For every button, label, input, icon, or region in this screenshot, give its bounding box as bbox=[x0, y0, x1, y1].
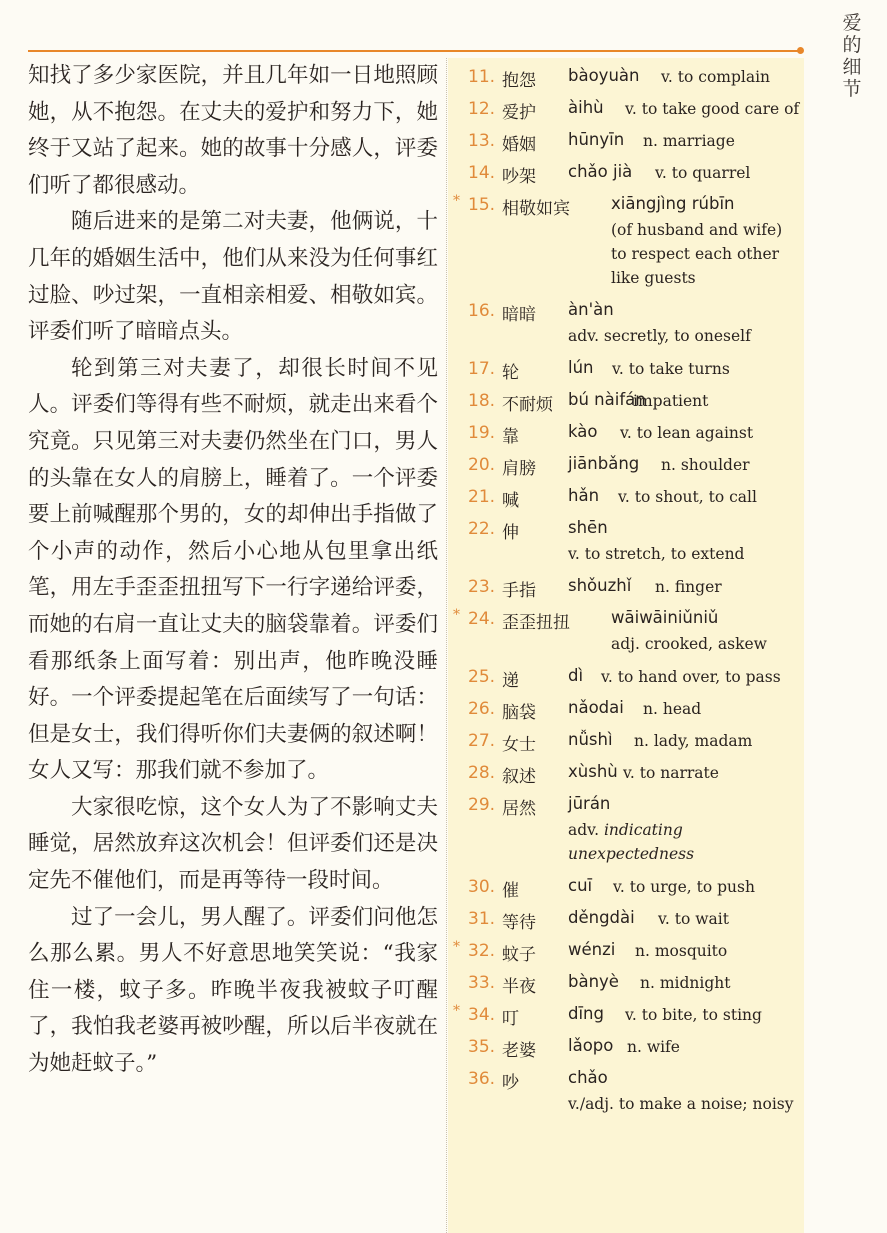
vocab-word: 轮 bbox=[502, 363, 519, 383]
vocab-definition bbox=[453, 632, 803, 662]
vocab-number: 22. bbox=[468, 519, 496, 539]
vocab-item bbox=[453, 1064, 803, 1122]
vocab-number: 26. bbox=[468, 699, 496, 719]
story-paragraph: 轮到第三对夫妻了，却很长时间不见人。评委们等得有些不耐烦，就走出来看个究竟。只见第三对夫妻仍然坐在门口，男人的头靠在女人的肩膀上，睡着了。一个评委要上前喊醒那个男的，女的却伸出手指做了个小声的动作，然后小心地从包里拿出纸笔，用左手歪歪扭扭写下一行字递给评委，而她的右肩一直让丈夫的脑袋靠着。评委们看那纸条上面写着：别出声，他昨晚没睡好。一个评委提起笔在后面续写了一句话：但是女士，我们得听你们夫妻俩的叙述啊！女人又写：那我们就不参加了。 bbox=[28, 355, 438, 784]
vocab-row bbox=[453, 158, 803, 190]
vocab-definition: v. to lean against bbox=[620, 424, 754, 442]
vocab-definition: n. wife bbox=[627, 1038, 680, 1056]
vocab-word: 靠 bbox=[502, 427, 519, 447]
story-paragraph: 知找了多少家医院，并且几年如一日地照顾她，从不抱怨。在丈夫的爱护和努力下，她终于又站了起来。她的故事十分感人，评委们听了都很感动。 bbox=[28, 63, 438, 198]
vocab-pinyin: lún bbox=[568, 358, 594, 377]
vocab-item bbox=[453, 158, 803, 190]
vocab-word: 递 bbox=[502, 671, 519, 691]
vocab-definition: v. to bite, to sting bbox=[625, 1006, 762, 1024]
key-word-marker: * bbox=[453, 1003, 460, 1019]
vocab-word: 不耐烦 bbox=[502, 395, 553, 415]
vocab-word: 手指 bbox=[502, 581, 536, 601]
vocab-definition: n. midnight bbox=[640, 974, 731, 992]
vocab-number: 34. bbox=[468, 1005, 496, 1025]
vocab-number: 30. bbox=[468, 877, 496, 897]
vocab-pinyin: xiāngjìng rúbīn bbox=[611, 194, 735, 213]
vocabulary-list bbox=[453, 62, 803, 1122]
vocab-pinyin: nǎodai bbox=[568, 698, 624, 717]
vocab-row bbox=[453, 726, 803, 758]
story-paragraph: 过了一会儿，男人醒了。评委们问他怎么那么累。男人不好意思地笑笑说：“我家住一楼，蚊子多。昨晚半夜我被蚊子叮醒了，我怕我老婆再被吵醒，所以后半夜就在为她赶蚊子。” bbox=[28, 904, 438, 1077]
vocab-definition-line: adv. indicating unexpectedness bbox=[568, 821, 695, 863]
vocab-definition: v. to hand over, to pass bbox=[601, 668, 781, 686]
vocab-word: 吵 bbox=[502, 1073, 519, 1093]
vocab-row bbox=[453, 790, 803, 822]
vocab-row bbox=[453, 1064, 803, 1096]
vocab-definition bbox=[453, 542, 803, 572]
vocab-item bbox=[453, 758, 803, 790]
vocab-pinyin: hǎn bbox=[568, 486, 600, 505]
story-paragraph: 大家很吃惊，这个女人为了不影响丈夫睡觉，居然放弃这次机会！但评委们还是决定先不催他们，而是再等待一段时间。 bbox=[28, 794, 438, 894]
vocab-word: 等待 bbox=[502, 913, 536, 933]
vocab-row bbox=[453, 514, 803, 546]
vocab-word: 爱护 bbox=[502, 103, 536, 123]
vocab-pinyin: kào bbox=[568, 422, 598, 441]
vocab-word: 歪歪扭扭 bbox=[502, 613, 570, 633]
vocab-word: 叮 bbox=[502, 1009, 519, 1029]
vocab-word: 相敬如宾 bbox=[502, 199, 570, 219]
vocab-definition-line: adv. secretly, to oneself bbox=[568, 327, 751, 345]
vocab-row bbox=[453, 968, 803, 1000]
vocab-row bbox=[453, 62, 803, 94]
vocab-item bbox=[453, 904, 803, 936]
vocab-number: 27. bbox=[468, 731, 496, 751]
vocab-item bbox=[453, 872, 803, 904]
vocab-item bbox=[453, 386, 803, 418]
vocab-number: 31. bbox=[468, 909, 496, 929]
vocab-number: 15. bbox=[468, 195, 496, 215]
vocab-pinyin: wénzi bbox=[568, 940, 616, 959]
vocab-definition: v. to complain bbox=[661, 68, 771, 86]
vocab-number: 32. bbox=[468, 941, 496, 961]
vocab-word: 肩膀 bbox=[502, 459, 536, 479]
vocab-pinyin: chǎo jià bbox=[568, 162, 633, 181]
vocab-row bbox=[453, 694, 803, 726]
vocab-definition: n. lady, madam bbox=[634, 732, 753, 750]
key-word-marker: * bbox=[453, 939, 460, 955]
vocab-number: 36. bbox=[468, 1069, 496, 1089]
vocab-definition-line: adj. crooked, askew bbox=[611, 635, 767, 653]
vocab-pinyin: lǎopo bbox=[568, 1036, 614, 1055]
vocab-word: 吵架 bbox=[502, 167, 536, 187]
vocab-number: 25. bbox=[468, 667, 496, 687]
vocab-definition: v. to take turns bbox=[612, 360, 730, 378]
vocab-number: 17. bbox=[468, 359, 496, 379]
vocab-pinyin: dì bbox=[568, 666, 584, 685]
vocab-word: 女士 bbox=[502, 735, 536, 755]
vocab-row bbox=[453, 450, 803, 482]
vocab-item bbox=[453, 1032, 803, 1064]
vocab-item bbox=[453, 694, 803, 726]
vocab-item bbox=[453, 604, 803, 662]
story-text bbox=[28, 58, 438, 1083]
vocab-item bbox=[453, 418, 803, 450]
vocab-pinyin: jūrán bbox=[568, 794, 611, 813]
vocab-number: 12. bbox=[468, 99, 496, 119]
vocab-row bbox=[453, 872, 803, 904]
vocab-row bbox=[453, 94, 803, 126]
vocab-item bbox=[453, 296, 803, 354]
vocab-number: 16. bbox=[468, 301, 496, 321]
vocab-number: 13. bbox=[468, 131, 496, 151]
vocab-number: 28. bbox=[468, 763, 496, 783]
vocab-definition: v. to narrate bbox=[623, 764, 719, 782]
vocab-definition-line: like guests bbox=[611, 269, 696, 287]
vocab-item bbox=[453, 450, 803, 482]
vocab-definition: n. mosquito bbox=[635, 942, 728, 960]
vocab-definition bbox=[453, 818, 803, 872]
vocab-number: 35. bbox=[468, 1037, 496, 1057]
chapter-title: 爱的细节 bbox=[842, 12, 862, 100]
vocab-pinyin: wāiwāiniǔniǔ bbox=[611, 608, 719, 627]
vocab-definition: n. head bbox=[643, 700, 702, 718]
key-word-marker: * bbox=[453, 193, 460, 209]
vocab-word: 伸 bbox=[502, 523, 519, 543]
vocab-row bbox=[453, 936, 803, 968]
vocab-pinyin: bànyè bbox=[568, 972, 619, 991]
vocab-definition-line: (of husband and wife) bbox=[611, 221, 783, 239]
vocab-word: 居然 bbox=[502, 799, 536, 819]
vocab-item bbox=[453, 726, 803, 758]
vocab-pinyin: shēn bbox=[568, 518, 608, 537]
vocab-definition: v. to quarrel bbox=[655, 164, 751, 182]
vocab-item bbox=[453, 354, 803, 386]
vocab-row bbox=[453, 758, 803, 790]
vocab-word: 催 bbox=[502, 881, 519, 901]
vocab-word: 老婆 bbox=[502, 1041, 536, 1061]
vocab-definition bbox=[453, 1092, 803, 1122]
vocab-row bbox=[453, 386, 803, 418]
vocab-item bbox=[453, 572, 803, 604]
vocab-number: 19. bbox=[468, 423, 496, 443]
vocab-item bbox=[453, 662, 803, 694]
vocab-definition-line: v./adj. to make a noise; noisy bbox=[568, 1095, 794, 1113]
vocab-definition: v. to wait bbox=[658, 910, 729, 928]
vocab-number: 21. bbox=[468, 487, 496, 507]
vocab-row bbox=[453, 904, 803, 936]
vocab-definition-line: v. to stretch, to extend bbox=[568, 545, 745, 563]
vocab-pinyin: bú nàifán bbox=[568, 390, 646, 409]
vocab-word: 婚姻 bbox=[502, 135, 536, 155]
vocab-pinyin: àihù bbox=[568, 98, 604, 117]
vocab-definition: v. to shout, to call bbox=[618, 488, 757, 506]
vocab-item bbox=[453, 62, 803, 94]
vocab-number: 29. bbox=[468, 795, 496, 815]
vocab-row bbox=[453, 418, 803, 450]
vocab-pinyin: cuī bbox=[568, 876, 593, 895]
vocab-definition: n. marriage bbox=[643, 132, 735, 150]
vocab-row bbox=[453, 662, 803, 694]
vocab-item bbox=[453, 936, 803, 968]
vocab-definition-line: to respect each other bbox=[611, 245, 780, 263]
vocab-number: 20. bbox=[468, 455, 496, 475]
vocab-pinyin: nǚshì bbox=[568, 730, 613, 749]
vocab-pinyin: àn'àn bbox=[568, 300, 614, 319]
vocab-row bbox=[453, 354, 803, 386]
vocab-row bbox=[453, 1000, 803, 1032]
vocab-item bbox=[453, 1000, 803, 1032]
vocab-row bbox=[453, 604, 803, 636]
vocab-word: 喊 bbox=[502, 491, 519, 511]
vocab-number: 23. bbox=[468, 577, 496, 597]
vocab-word: 暗暗 bbox=[502, 305, 536, 325]
vocab-word: 蚊子 bbox=[502, 945, 536, 965]
vocab-pinyin: děngdài bbox=[568, 908, 635, 927]
vocab-item bbox=[453, 968, 803, 1000]
vocab-row bbox=[453, 126, 803, 158]
vocab-pinyin: dīng bbox=[568, 1004, 604, 1023]
header-rule-dot bbox=[797, 47, 804, 54]
vocab-item bbox=[453, 790, 803, 872]
vocab-pinyin: hūnyīn bbox=[568, 130, 625, 149]
vocab-row bbox=[453, 482, 803, 514]
vocab-item bbox=[453, 94, 803, 126]
vocab-definition: impatient bbox=[633, 392, 709, 410]
vocab-item bbox=[453, 126, 803, 158]
vocab-word: 抱怨 bbox=[502, 71, 536, 91]
vocab-item bbox=[453, 190, 803, 296]
vocab-pinyin: bàoyuàn bbox=[568, 66, 640, 85]
vocab-definition bbox=[453, 324, 803, 354]
vocab-pinyin: jiānbǎng bbox=[568, 454, 640, 473]
vocab-row bbox=[453, 296, 803, 328]
vocab-definition: v. to urge, to push bbox=[613, 878, 755, 896]
vocab-definition: n. shoulder bbox=[661, 456, 750, 474]
vocab-pinyin: chǎo bbox=[568, 1068, 608, 1087]
vocab-row bbox=[453, 190, 803, 222]
vocab-pinyin: xùshù bbox=[568, 762, 618, 781]
column-divider bbox=[446, 58, 447, 1233]
vocab-item bbox=[453, 514, 803, 572]
vocab-number: 14. bbox=[468, 163, 496, 183]
vocab-pinyin: shǒuzhǐ bbox=[568, 576, 632, 595]
key-word-marker: * bbox=[453, 607, 460, 623]
vocab-number: 11. bbox=[468, 67, 496, 87]
vocab-number: 24. bbox=[468, 609, 496, 629]
vocab-definition: v. to take good care of bbox=[625, 100, 800, 118]
vocab-definition: n. finger bbox=[655, 578, 722, 596]
vocab-row bbox=[453, 572, 803, 604]
vocab-number: 33. bbox=[468, 973, 496, 993]
header-rule bbox=[28, 50, 800, 52]
vocab-definition bbox=[453, 218, 803, 296]
story-paragraph: 随后进来的是第二对夫妻，他俩说，十几年的婚姻生活中，他们从来没为任何事红过脸、吵过架，一直相亲相爱、相敬如宾。评委们听了暗暗点头。 bbox=[28, 209, 438, 345]
vocab-word: 叙述 bbox=[502, 767, 536, 787]
vocab-row bbox=[453, 1032, 803, 1064]
vocab-number: 18. bbox=[468, 391, 496, 411]
vocab-word: 脑袋 bbox=[502, 703, 536, 723]
vocab-item bbox=[453, 482, 803, 514]
vocab-word: 半夜 bbox=[502, 977, 536, 997]
